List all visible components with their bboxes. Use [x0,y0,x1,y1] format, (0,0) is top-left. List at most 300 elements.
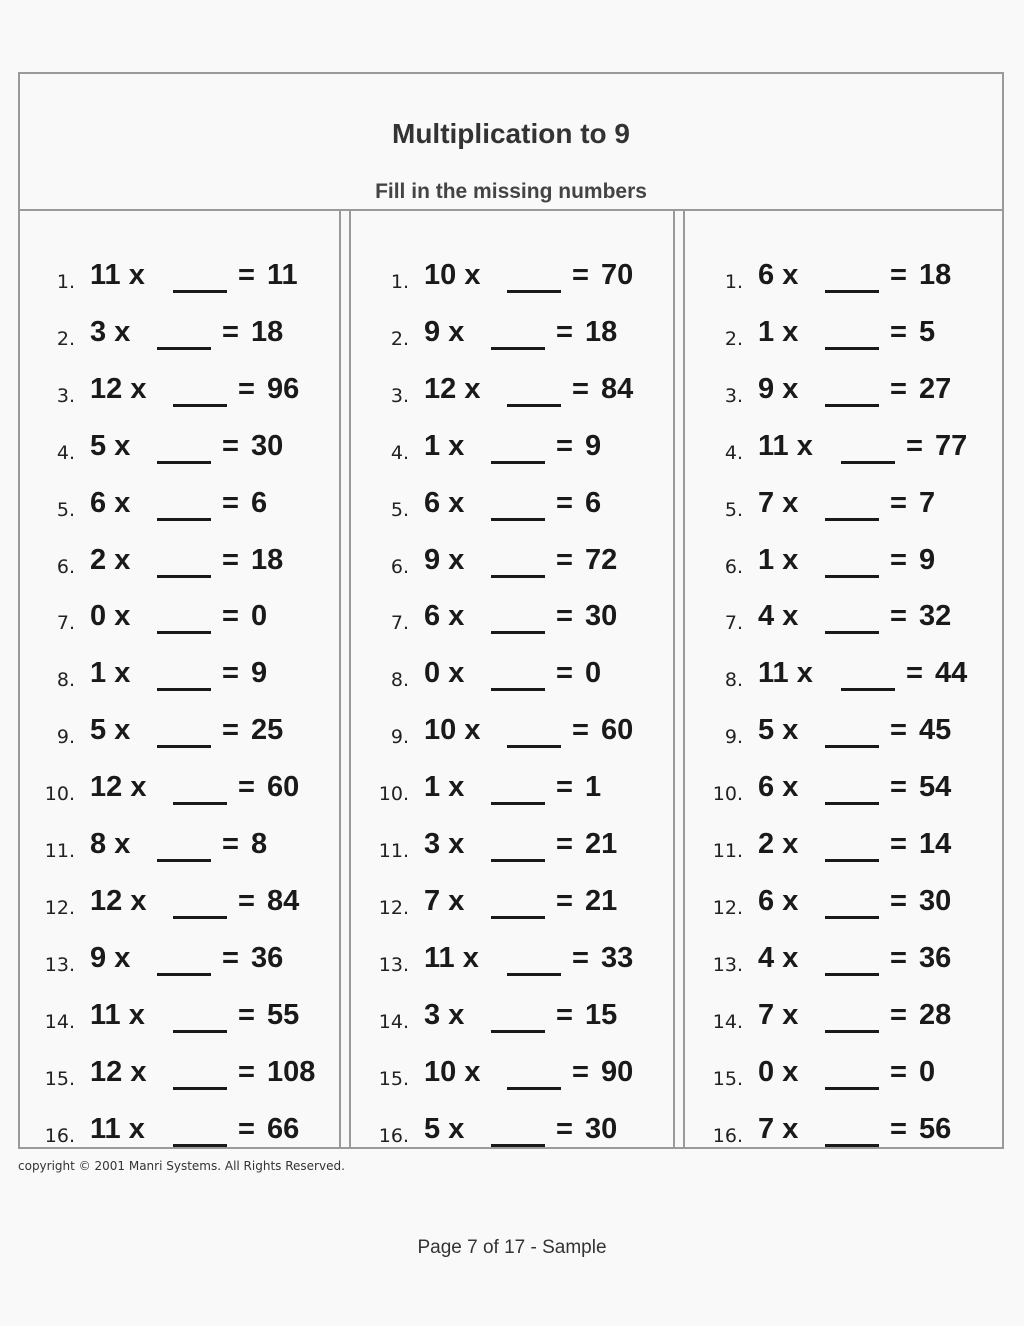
times-sign: x [782,543,799,576]
problem-row [363,1113,683,1153]
equals-sign: = [890,714,907,747]
factor-value: 12 [90,884,123,917]
problem-row [363,600,683,640]
answer-blank[interactable] [507,290,561,293]
factor-value: 4 [758,600,775,633]
problem-row [697,828,1017,868]
factor-value: 10 [424,714,457,747]
equals-sign: = [556,657,573,690]
problem-number: 13. [44,953,75,976]
answer-blank[interactable] [491,1144,545,1147]
problem-product: 32 [919,600,952,633]
equals-sign: = [238,998,255,1031]
factor-value: 9 [758,372,775,405]
times-sign: x [114,941,131,974]
times-sign: x [114,429,131,462]
worksheet-header [20,74,1002,211]
problem-product: 36 [251,941,284,974]
answer-blank[interactable] [825,802,879,805]
equals-sign: = [572,941,589,974]
factor-value: 8 [90,828,107,860]
problem-factor [758,771,798,804]
problem-number: 4. [56,441,75,464]
times-sign: x [448,884,465,917]
problem-number: 11. [44,840,75,862]
times-sign: x [130,884,147,917]
problem-product: 21 [585,884,618,917]
page-title: Multiplication to 9 [392,118,630,149]
problem-number: 8. [56,669,75,692]
problem-factor [90,942,130,975]
answer-blank[interactable] [507,404,561,407]
factor-value: 7 [424,884,441,917]
times-sign: x [464,1055,481,1088]
problem-row [697,942,1017,982]
equals-sign: = [572,1055,589,1088]
factor-value: 6 [424,486,441,519]
answer-blank[interactable] [173,802,227,805]
equals-sign: = [890,1055,907,1088]
problem-factor [758,430,813,463]
equals-sign: = [222,429,239,462]
equals-sign: = [238,372,255,405]
answer-blank[interactable] [825,404,879,407]
problem-product: 44 [935,657,968,690]
equals-sign: = [890,998,907,1031]
equals-sign: = [222,941,239,974]
answer-blank[interactable] [507,745,561,748]
problem-row [697,714,1017,754]
times-sign: x [114,657,131,690]
times-sign: x [448,828,465,860]
problem-factor [758,657,813,690]
answer-blank[interactable] [825,575,879,578]
problem-product: 45 [919,714,952,747]
problem-product: 0 [919,1055,936,1088]
equals-sign: = [238,1055,255,1088]
factor-value: 2 [758,828,775,860]
equals-sign: = [890,315,907,348]
factor-value: 12 [424,372,457,405]
problem-number: 16. [44,1124,75,1147]
page-footer: Page 7 of 17 - Sample [417,1237,607,1258]
problem-number: 1. [56,271,75,293]
times-sign: x [448,657,465,690]
factor-value: 6 [758,771,775,804]
answer-blank[interactable] [825,859,879,862]
equals-sign: = [556,429,573,462]
factor-value: 11 [758,657,789,690]
equals-sign: = [556,998,573,1031]
factor-value: 1 [424,771,441,804]
problem-number: 12. [44,896,75,919]
answer-blank[interactable] [825,1030,879,1033]
answer-blank[interactable] [491,518,545,521]
problem-number: 3. [724,384,743,407]
answer-blank[interactable] [173,1030,227,1033]
times-sign: x [448,315,465,348]
times-sign: x [464,372,481,405]
times-sign: x [448,543,465,576]
factor-value: 3 [424,828,441,860]
times-sign: x [130,372,147,405]
answer-blank[interactable] [491,859,545,862]
times-sign: x [782,884,799,917]
factor-value: 11 [90,998,121,1031]
factor-value: 7 [758,1112,775,1145]
equals-sign: = [222,657,239,690]
problem-row [29,1113,349,1153]
times-sign: x [782,941,799,974]
answer-blank[interactable] [157,859,211,862]
factor-value: 10 [424,1055,457,1088]
factor-value: 2 [90,543,107,576]
problem-factor [424,657,464,690]
problem-row [363,373,683,413]
problem-factor [424,885,464,918]
problem-row [697,316,1017,356]
times-sign: x [464,714,481,747]
answer-blank[interactable] [173,404,227,407]
answer-blank[interactable] [491,347,545,350]
problem-row [697,771,1017,811]
problem-number: 14. [44,1010,75,1033]
factor-value: 11 [90,259,121,291]
times-sign: x [796,657,813,690]
problem-product: 36 [919,941,952,974]
problem-number: 8. [390,669,409,692]
answer-blank[interactable] [841,461,895,464]
answer-blank[interactable] [157,347,211,350]
problem-factor [758,1113,798,1146]
problem-number: 1. [390,271,409,293]
answer-blank[interactable] [841,688,895,691]
answer-blank[interactable] [825,745,879,748]
equals-sign: = [890,259,907,291]
equals-sign: = [890,1112,907,1145]
problem-row [29,999,349,1039]
problem-product: 8 [251,828,268,860]
equals-sign: = [890,543,907,576]
problem-factor [424,373,480,406]
factor-value: 6 [758,884,775,917]
problem-factor [424,942,479,975]
problem-row [29,259,349,299]
equals-sign: = [238,884,255,917]
problem-factor [90,885,146,918]
times-sign: x [128,998,145,1031]
times-sign: x [448,1112,465,1145]
answer-blank[interactable] [491,461,545,464]
answer-blank[interactable] [157,745,211,748]
equals-sign: = [556,1112,573,1145]
problem-number: 14. [378,1010,409,1033]
times-sign: x [128,259,145,291]
problem-product: 18 [919,259,952,291]
answer-blank[interactable] [825,290,879,293]
problem-factor [758,828,798,861]
problem-number: 9. [56,726,75,749]
answer-blank[interactable] [491,575,545,578]
problem-factor [424,714,480,747]
factor-value: 3 [424,998,441,1031]
problem-number: 8. [724,669,743,692]
problem-product: 21 [585,828,618,860]
page-subtitle: Fill in the missing numbers [375,180,647,203]
problem-product: 72 [585,543,618,576]
problem-row [363,657,683,697]
times-sign: x [128,1112,145,1145]
answer-blank[interactable] [491,631,545,634]
problem-factor [758,714,798,747]
problem-row [29,316,349,356]
times-sign: x [782,828,799,860]
problem-factor [424,544,464,577]
times-sign: x [782,372,799,405]
equals-sign: = [890,941,907,974]
problem-factor [90,430,130,463]
problem-number: 4. [724,441,743,464]
problem-factor [90,544,130,577]
factor-value: 0 [424,657,441,690]
times-sign: x [448,600,465,633]
factor-value: 5 [424,1112,441,1145]
problem-number: 13. [378,953,409,976]
problem-row [363,316,683,356]
problem-factor [424,600,464,633]
factor-value: 12 [90,771,123,804]
factor-value: 11 [424,941,455,974]
problem-number: 7. [724,612,743,635]
answer-blank[interactable] [825,916,879,919]
factor-value: 0 [90,600,107,633]
problem-number: 4. [390,441,409,464]
problem-product: 15 [585,998,618,1031]
problem-row [29,942,349,982]
problem-number: 3. [390,384,409,407]
answer-blank[interactable] [825,1144,879,1147]
problem-row [29,600,349,640]
equals-sign: = [572,714,589,747]
problem-row [29,714,349,754]
equals-sign: = [556,543,573,576]
problem-row [697,430,1017,470]
problem-row [363,999,683,1039]
times-sign: x [114,315,131,348]
answer-blank[interactable] [157,461,211,464]
equals-sign: = [906,429,923,462]
equals-sign: = [222,315,239,348]
answer-blank[interactable] [157,688,211,691]
times-sign: x [114,828,131,860]
problem-product: 30 [585,600,618,633]
problem-number: 2. [56,327,75,350]
problem-row [29,487,349,527]
problem-factor [424,259,480,292]
equals-sign: = [556,486,573,519]
problem-factor [90,1056,146,1089]
answer-blank[interactable] [825,518,879,521]
factor-value: 4 [758,941,775,974]
equals-sign: = [890,884,907,917]
equals-sign: = [556,771,573,804]
answer-blank[interactable] [825,1087,879,1090]
problem-row [29,828,349,868]
problem-factor [424,430,464,463]
factor-value: 5 [90,714,107,747]
problem-product: 70 [601,259,634,291]
problem-row [363,828,683,868]
problem-product: 5 [919,315,936,348]
problem-factor [424,771,464,804]
answer-blank[interactable] [173,1087,227,1090]
problem-row [363,544,683,584]
answer-blank[interactable] [507,1087,561,1090]
answer-blank[interactable] [491,802,545,805]
problem-row [697,1056,1017,1096]
problem-product: 84 [601,372,634,405]
problem-number: 15. [712,1067,743,1090]
problem-column-2 [363,211,673,1147]
problem-number: 2. [724,327,743,350]
problem-factor [90,714,130,747]
problem-product: 30 [251,429,284,462]
answer-blank[interactable] [173,1144,227,1147]
answer-blank[interactable] [825,631,879,634]
problem-factor [90,600,130,633]
problem-row [697,1113,1017,1153]
answer-blank[interactable] [491,688,545,691]
problem-factor [758,999,798,1032]
answer-blank[interactable] [157,518,211,521]
problem-product: 33 [601,941,634,974]
problem-row [363,885,683,925]
problem-factor [424,487,464,520]
problem-number: 5. [56,498,75,521]
answer-blank[interactable] [491,916,545,919]
answer-blank[interactable] [173,916,227,919]
problem-factor [90,771,146,804]
problem-product: 30 [919,884,952,917]
problem-product: 11 [267,259,298,291]
times-sign: x [782,600,799,633]
times-sign: x [782,259,799,291]
problem-row [697,544,1017,584]
times-sign: x [782,486,799,519]
times-sign: x [782,1055,799,1088]
problem-factor [424,999,464,1032]
problem-number: 5. [724,498,743,521]
problem-product: 96 [267,372,300,405]
factor-value: 6 [758,259,775,291]
problem-product: 25 [251,714,284,747]
answer-blank[interactable] [507,973,561,976]
problem-product: 9 [251,657,268,690]
problem-product: 66 [267,1112,300,1145]
problem-row [363,942,683,982]
problem-number: 12. [712,896,743,919]
problem-product: 28 [919,998,952,1031]
problem-factor [90,657,130,690]
equals-sign: = [556,828,573,860]
answer-blank[interactable] [173,290,227,293]
answer-blank[interactable] [157,575,211,578]
problem-number: 6. [724,555,743,578]
times-sign: x [782,1112,799,1145]
answer-blank[interactable] [157,973,211,976]
problem-row [697,373,1017,413]
times-sign: x [782,998,799,1031]
factor-value: 10 [424,259,457,291]
factor-value: 9 [424,543,441,576]
problem-product: 1 [585,771,602,804]
problem-factor [758,942,798,975]
times-sign: x [130,1055,147,1088]
equals-sign: = [890,600,907,633]
problem-factor [758,1056,798,1089]
factor-value: 7 [758,486,775,519]
equals-sign: = [222,600,239,633]
problem-number: 10. [44,783,75,806]
problem-product: 55 [267,998,300,1031]
equals-sign: = [222,714,239,747]
problem-product: 18 [585,315,618,348]
equals-sign: = [572,259,589,291]
answer-blank[interactable] [825,347,879,350]
factor-value: 7 [758,998,775,1031]
times-sign: x [114,543,131,576]
problem-number: 2. [390,327,409,350]
factor-value: 6 [424,600,441,633]
answer-blank[interactable] [825,973,879,976]
times-sign: x [782,714,799,747]
problem-product: 60 [601,714,634,747]
equals-sign: = [890,771,907,804]
times-sign: x [114,714,131,747]
answer-blank[interactable] [157,631,211,634]
problem-row [29,430,349,470]
factor-value: 1 [758,315,775,348]
problem-product: 27 [919,372,952,405]
problem-number: 15. [44,1067,75,1090]
problem-product: 9 [585,429,602,462]
problem-product: 0 [251,600,268,633]
problem-column-1 [29,211,339,1147]
times-sign: x [448,771,465,804]
factor-value: 5 [90,429,107,462]
problem-product: 9 [919,543,936,576]
problem-number: 15. [378,1067,409,1090]
problem-factor [424,828,464,861]
times-sign: x [448,429,465,462]
problem-row [697,487,1017,527]
factor-value: 1 [758,543,775,576]
equals-sign: = [222,543,239,576]
problem-number: 13. [712,953,743,976]
column-divider [673,211,685,1147]
equals-sign: = [556,884,573,917]
problem-product: 7 [919,486,936,519]
factor-value: 11 [90,1112,121,1145]
answer-blank[interactable] [491,1030,545,1033]
equals-sign: = [238,259,255,291]
problem-row [697,259,1017,299]
copyright-notice: copyright © 2001 Manri Systems. All Rights Reserved. [18,1159,345,1173]
equals-sign: = [222,828,239,860]
problem-product: 90 [601,1055,634,1088]
equals-sign: = [572,372,589,405]
problem-row [697,657,1017,697]
